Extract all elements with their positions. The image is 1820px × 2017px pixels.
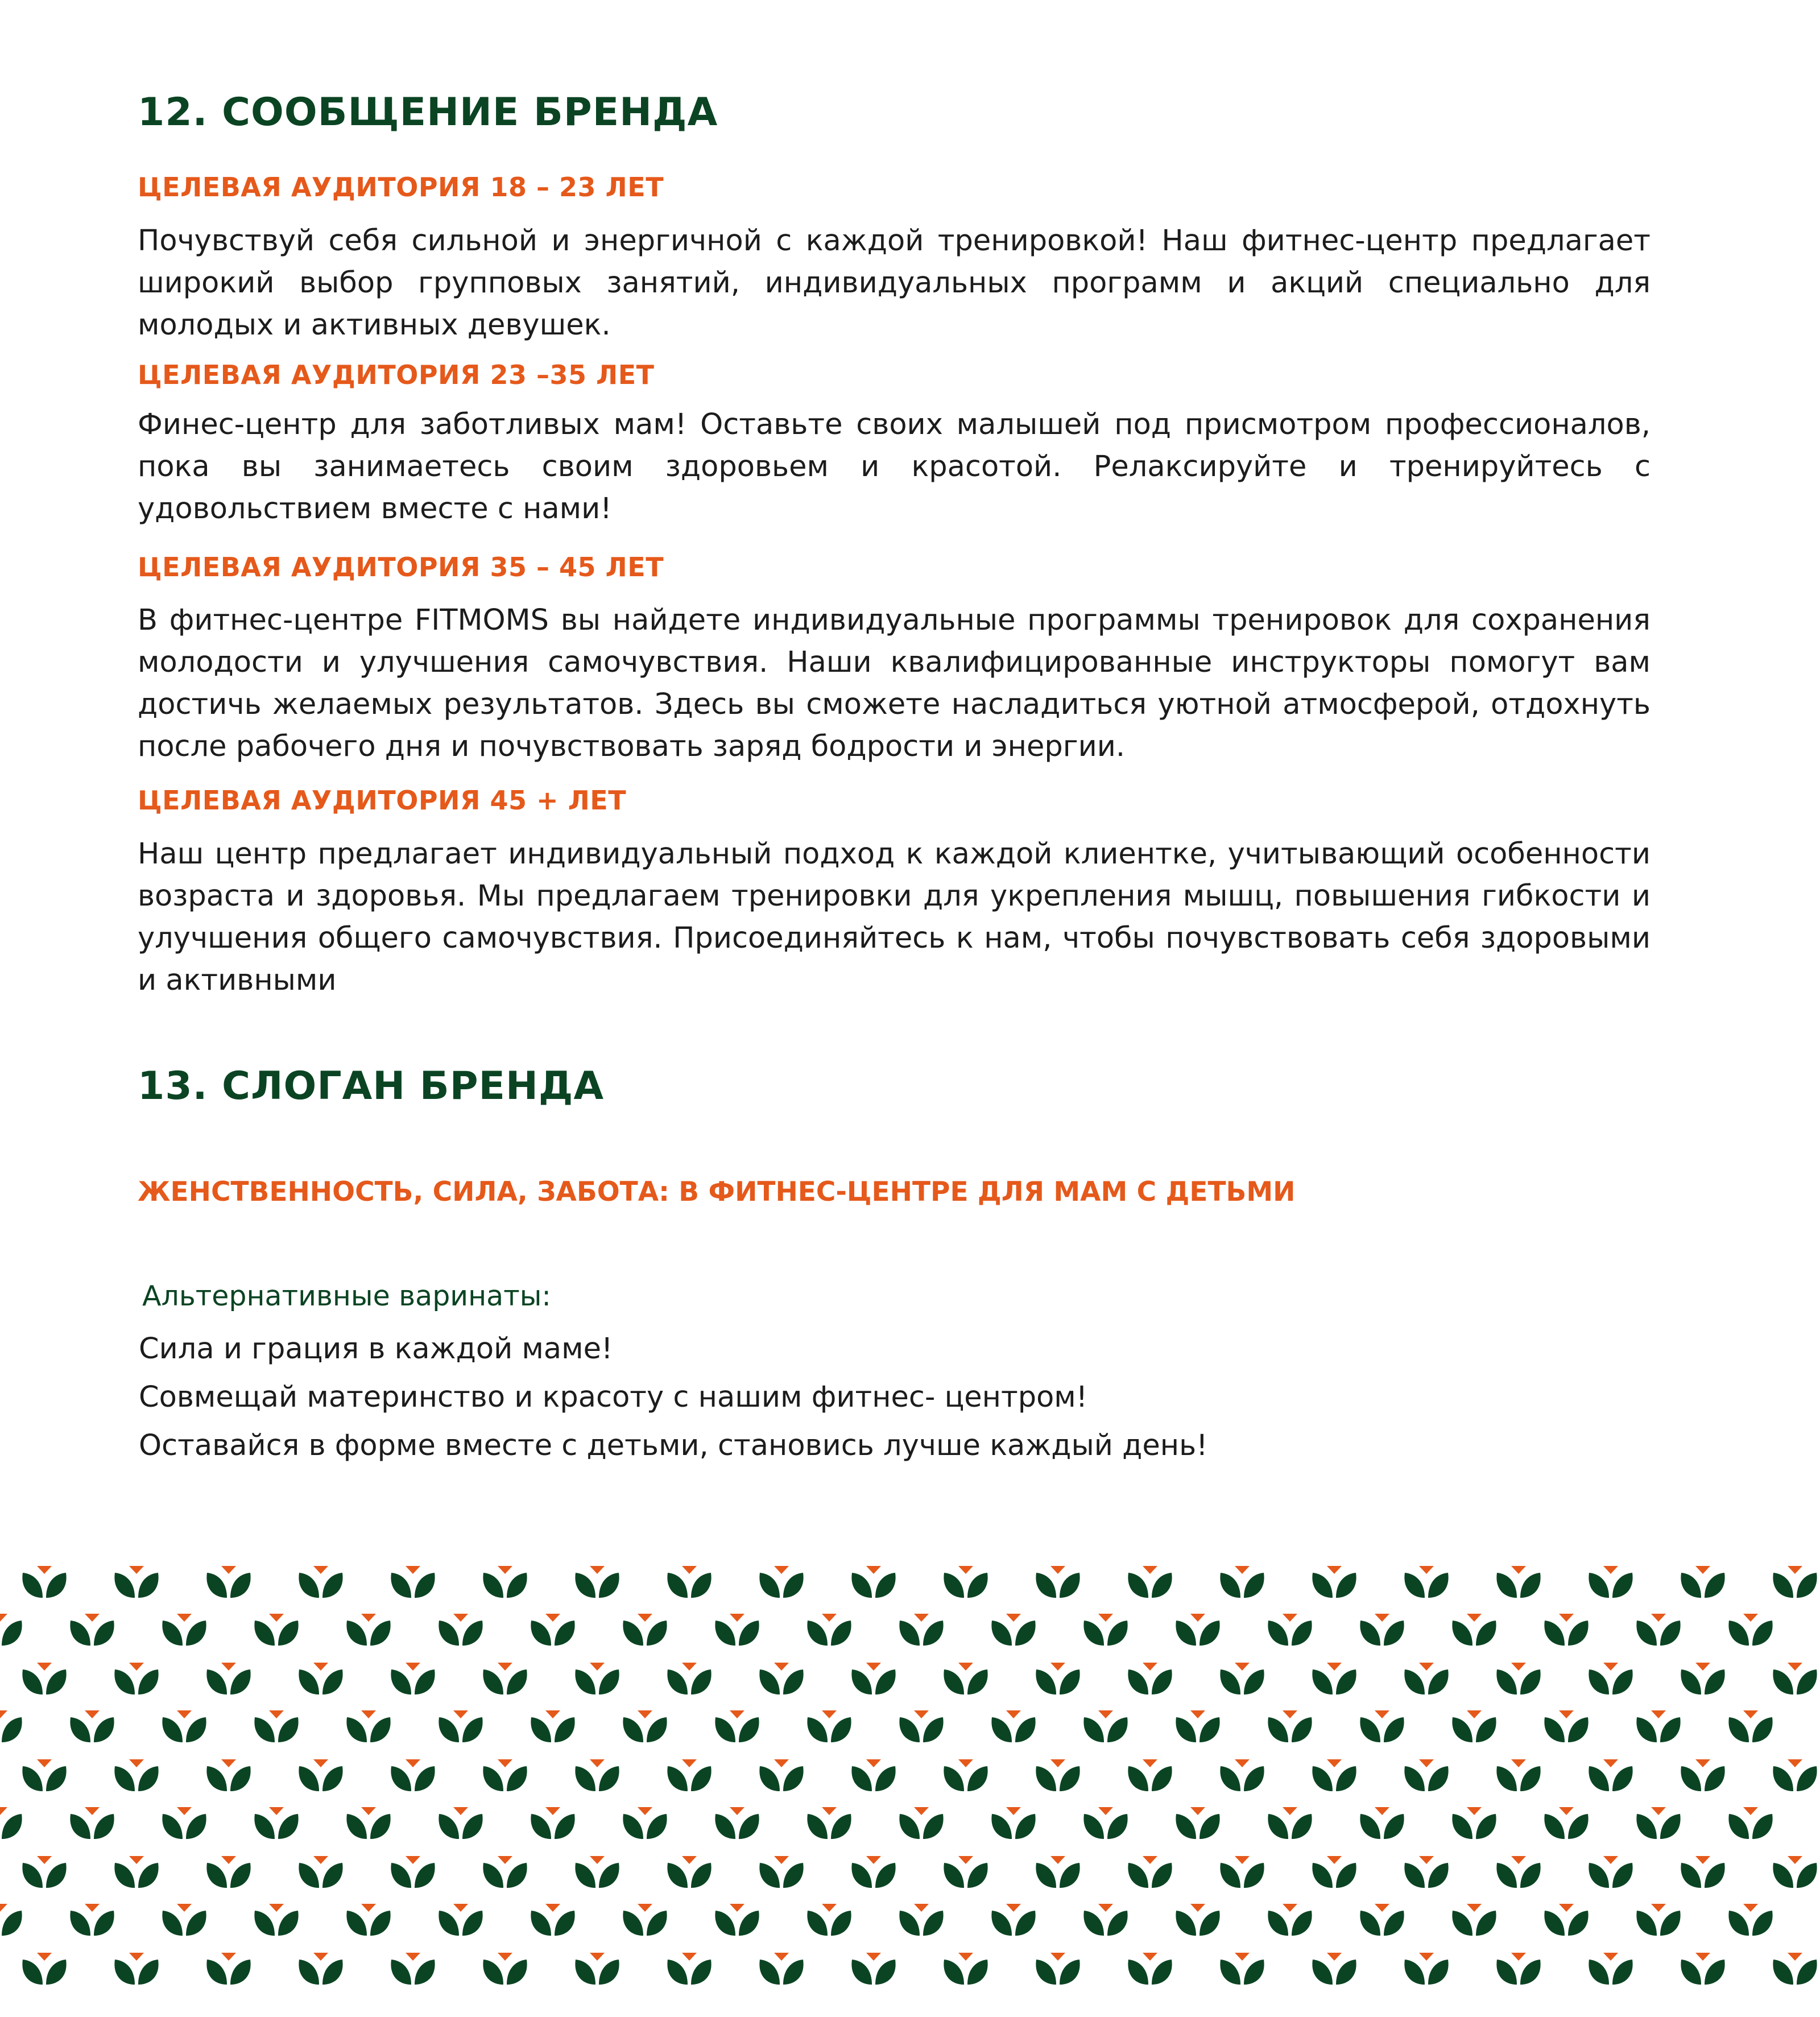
flower-icon: [1728, 1614, 1772, 1646]
flower-icon: [1176, 1807, 1219, 1839]
flower-icon: [1496, 1566, 1540, 1598]
flower-icon: [1544, 1614, 1588, 1646]
flower-icon: [1268, 1614, 1312, 1646]
flower-icon: [299, 1566, 342, 1598]
flower-icon: [114, 1566, 158, 1598]
flower-icon: [851, 1953, 895, 1985]
flower-icon: [1360, 1904, 1404, 1936]
flower-icon: [1452, 1614, 1496, 1646]
flower-icon: [206, 1566, 250, 1598]
flower-icon: [346, 1904, 390, 1936]
flower-icon: [575, 1566, 619, 1598]
flower-icon: [715, 1614, 759, 1646]
flower-icon: [1176, 1710, 1219, 1742]
flower-icon: [299, 1856, 342, 1888]
flower-icon: [299, 1759, 342, 1791]
flower-icon: [391, 1759, 435, 1791]
flower-icon: [1360, 1614, 1404, 1646]
flower-icon: [575, 1953, 619, 1985]
flower-icon: [162, 1904, 206, 1936]
flower-icon: [1728, 1710, 1772, 1742]
flower-icon: [22, 1663, 66, 1694]
flower-icon: [346, 1614, 390, 1646]
flower-icon: [1036, 1759, 1079, 1791]
flower-icon: [1036, 1663, 1079, 1694]
flower-icon: [70, 1710, 114, 1742]
flower-icon: [1128, 1759, 1172, 1791]
flower-icon: [851, 1566, 895, 1598]
flower-icon: [759, 1759, 803, 1791]
flower-icon: [1176, 1904, 1219, 1936]
flower-icon: [807, 1710, 851, 1742]
audience-heading-45-plus: ЦЕЛЕВАЯ АУДИТОРИЯ 45 + ЛЕТ: [138, 785, 627, 816]
flower-icon: [899, 1614, 943, 1646]
flower-icon: [851, 1759, 895, 1791]
flower-icon: [1681, 1663, 1724, 1694]
flower-icon: [1636, 1904, 1680, 1936]
flower-icon: [0, 1807, 22, 1839]
flower-icon: [439, 1807, 482, 1839]
flower-icon: [944, 1856, 987, 1888]
flower-icon: [1128, 1663, 1172, 1694]
flower-icon: [1220, 1856, 1264, 1888]
flower-icon: [1268, 1710, 1312, 1742]
flower-icon: [1681, 1856, 1724, 1888]
flower-icon: [0, 1614, 22, 1646]
audience-heading-35-45: ЦЕЛЕВАЯ АУДИТОРИЯ 35 – 45 ЛЕТ: [138, 552, 664, 582]
flower-icon: [623, 1904, 667, 1936]
flower-icon: [531, 1614, 574, 1646]
flower-icon: [0, 1904, 22, 1936]
flower-icon: [391, 1953, 435, 1985]
flower-icon: [1773, 1566, 1817, 1598]
alternative-slogan: Совмещай материнство и красоту с нашим фитнес- центром!: [139, 1381, 1088, 1414]
flower-icon: [1636, 1710, 1680, 1742]
flower-icon: [1496, 1856, 1540, 1888]
flower-icon: [162, 1614, 206, 1646]
flower-icon: [299, 1953, 342, 1985]
flower-icon: [1404, 1759, 1448, 1791]
flower-icon: [715, 1710, 759, 1742]
flower-icon: [531, 1710, 574, 1742]
flower-icon: [1589, 1566, 1632, 1598]
flower-icon: [851, 1856, 895, 1888]
flower-icon: [1496, 1953, 1540, 1985]
flower-icon: [807, 1904, 851, 1936]
flower-icon: [254, 1710, 298, 1742]
brand-message-title: 12. СООБЩЕНИЕ БРЕНДА: [138, 90, 718, 135]
flower-icon: [899, 1807, 943, 1839]
flower-icon: [1083, 1710, 1127, 1742]
flower-icon: [1220, 1953, 1264, 1985]
flower-icon: [346, 1710, 390, 1742]
flower-icon: [1681, 1953, 1724, 1985]
alternative-slogan: Сила и грация в каждой маме!: [139, 1332, 613, 1366]
flower-icon: [531, 1807, 574, 1839]
flower-icon: [944, 1566, 987, 1598]
flower-icon: [483, 1663, 527, 1694]
flower-icon: [114, 1759, 158, 1791]
flower-icon: [1128, 1856, 1172, 1888]
flower-icon: [1312, 1759, 1356, 1791]
flower-icon: [1636, 1614, 1680, 1646]
main-slogan: ЖЕНСТВЕННОСТЬ, СИЛА, ЗАБОТА: В ФИТНЕС-ЦЕНТРЕ ДЛЯ МАМ С ДЕТЬМИ: [138, 1176, 1296, 1208]
flower-icon: [1404, 1663, 1448, 1694]
flower-icon: [991, 1807, 1035, 1839]
flower-icon: [575, 1856, 619, 1888]
alternative-slogan: Оставайся в форме вместе с детьми, становись лучше каждый день!: [139, 1429, 1208, 1462]
audience-text-35-45: В фитнес-центре FITMOMS вы найдете индивидуальные программы тренировок для сохранения молодости и улучшения самочувствия. Наши квалифицированные инструкторы помогут вам достичь желаемых результатов. Здесь вы сможете насладиться уютной атмосферой, отдохнуть после рабочего дня и почувствовать заряд бодрости и энергии.: [138, 604, 1651, 763]
flower-icon: [1128, 1953, 1172, 1985]
audience-heading-18-23: ЦЕЛЕВАЯ АУДИТОРИЯ 18 – 23 ЛЕТ: [138, 172, 664, 202]
flower-icon: [483, 1566, 527, 1598]
flower-icon: [667, 1759, 711, 1791]
flower-icon: [944, 1953, 987, 1985]
flower-icon: [70, 1614, 114, 1646]
flower-pattern: [0, 1547, 1820, 2017]
flower-icon: [1589, 1856, 1632, 1888]
flower-icon: [1681, 1566, 1724, 1598]
flower-icon: [1036, 1856, 1079, 1888]
flower-icon: [439, 1904, 482, 1936]
flower-icon: [1312, 1663, 1356, 1694]
flower-icon: [483, 1953, 527, 1985]
flower-icon: [1589, 1953, 1632, 1985]
audience-text-18-23: Почувствуй себя сильной и энергичной с каждой тренировкой! Наш фитнес-центр предлагает широкий выбор групповых занятий, индивидуальных программ и акций специально для молодых и активных девушек.: [138, 224, 1651, 342]
flower-icon: [623, 1710, 667, 1742]
flower-icon: [1404, 1856, 1448, 1888]
audience-heading-23-35: ЦЕЛЕВАЯ АУДИТОРИЯ 23 –35 ЛЕТ: [138, 359, 655, 390]
flower-icon: [114, 1663, 158, 1694]
flower-icon: [1360, 1710, 1404, 1742]
flower-icon: [1728, 1904, 1772, 1936]
flower-icon: [1728, 1807, 1772, 1839]
flower-icon: [1773, 1663, 1817, 1694]
flower-icon: [206, 1856, 250, 1888]
flower-icon: [114, 1856, 158, 1888]
flower-icon: [1036, 1566, 1079, 1598]
flower-icon: [1452, 1710, 1496, 1742]
flower-icon: [1544, 1710, 1588, 1742]
flower-icon: [254, 1807, 298, 1839]
flower-icon: [206, 1953, 250, 1985]
flower-icon: [22, 1856, 66, 1888]
flower-icon: [1083, 1904, 1127, 1936]
flower-icon: [1452, 1904, 1496, 1936]
flower-icon: [991, 1904, 1035, 1936]
flower-icon: [991, 1710, 1035, 1742]
flower-icon: [206, 1663, 250, 1694]
flower-icon: [623, 1807, 667, 1839]
flower-icon: [1681, 1759, 1724, 1791]
flower-icon: [1404, 1953, 1448, 1985]
flower-icon: [807, 1807, 851, 1839]
flower-icon: [1360, 1807, 1404, 1839]
audience-text-23-35: Финес-центр для заботливых мам! Оставьте своих малышей под присмотром профессионалов, пока вы занимаетесь своим здоровьем и красотой. Релаксируйте и тренируйтесь с удовольствием вместе с нами!: [138, 408, 1651, 526]
flower-icon: [899, 1710, 943, 1742]
flower-icon: [715, 1904, 759, 1936]
flower-icon: [531, 1904, 574, 1936]
flower-icon: [991, 1614, 1035, 1646]
flower-icon: [1404, 1566, 1448, 1598]
flower-icon: [1268, 1807, 1312, 1839]
flower-icon: [1312, 1953, 1356, 1985]
flower-icon: [254, 1904, 298, 1936]
flower-icon: [22, 1566, 66, 1598]
flower-icon: [254, 1614, 298, 1646]
flower-icon: [715, 1807, 759, 1839]
flower-icon: [575, 1759, 619, 1791]
flower-icon: [1176, 1614, 1219, 1646]
flower-icon: [114, 1953, 158, 1985]
flower-icon: [667, 1663, 711, 1694]
flower-icon: [807, 1614, 851, 1646]
flower-icon: [1589, 1663, 1632, 1694]
flower-icon: [667, 1953, 711, 1985]
alternatives-heading: Альтернативные варинаты:: [142, 1280, 551, 1312]
flower-icon: [1083, 1614, 1127, 1646]
flower-icon: [1312, 1566, 1356, 1598]
flower-icon: [391, 1566, 435, 1598]
flower-icon: [1128, 1566, 1172, 1598]
flower-icon: [667, 1566, 711, 1598]
flower-icon: [1036, 1953, 1079, 1985]
flower-icon: [759, 1663, 803, 1694]
flower-icon: [1773, 1856, 1817, 1888]
flower-icon: [1589, 1759, 1632, 1791]
flower-icon: [1083, 1807, 1127, 1839]
flower-icon: [575, 1663, 619, 1694]
flower-icon: [0, 1710, 22, 1742]
flower-icon: [759, 1953, 803, 1985]
flower-icon: [483, 1759, 527, 1791]
flower-icon: [1496, 1759, 1540, 1791]
flower-icon: [759, 1566, 803, 1598]
flower-icon: [1220, 1759, 1264, 1791]
audience-text-45-plus: Наш центр предлагает индивидуальный подход к каждой клиентке, учитывающий особенности возраста и здоровья. Мы предлагаем тренировки для укрепления мышц, повышения гибкости и улучшения общего самочувствия. Присоединяйтесь к нам, чтобы почувствовать себя здоровыми и активными: [138, 837, 1651, 997]
flower-icon: [667, 1856, 711, 1888]
flower-icon: [1312, 1856, 1356, 1888]
flower-icon: [70, 1807, 114, 1839]
flower-icon: [391, 1663, 435, 1694]
flower-icon: [623, 1614, 667, 1646]
flower-icon: [22, 1953, 66, 1985]
flower-icon: [1220, 1663, 1264, 1694]
flower-icon: [1773, 1759, 1817, 1791]
flower-icon: [1773, 1953, 1817, 1985]
flower-icon: [162, 1807, 206, 1839]
flower-icon: [162, 1710, 206, 1742]
flower-icon: [1220, 1566, 1264, 1598]
flower-icon: [346, 1807, 390, 1839]
flower-icon: [1544, 1807, 1588, 1839]
flower-icon: [1544, 1904, 1588, 1936]
flower-icon: [439, 1614, 482, 1646]
flower-icon: [483, 1856, 527, 1888]
flower-icon: [299, 1663, 342, 1694]
flower-icon: [206, 1759, 250, 1791]
flower-icon: [944, 1759, 987, 1791]
flower-icon: [1636, 1807, 1680, 1839]
flower-icon: [1496, 1663, 1540, 1694]
flower-icon: [1268, 1904, 1312, 1936]
flower-icon: [70, 1904, 114, 1936]
flower-icon: [944, 1663, 987, 1694]
flower-icon: [759, 1856, 803, 1888]
flower-icon: [1452, 1807, 1496, 1839]
flower-icon: [851, 1663, 895, 1694]
flower-icon: [439, 1710, 482, 1742]
brand-slogan-title: 13. СЛОГАН БРЕНДА: [138, 1064, 605, 1109]
flower-icon: [899, 1904, 943, 1936]
flower-icon: [22, 1759, 66, 1791]
flower-icon: [391, 1856, 435, 1888]
